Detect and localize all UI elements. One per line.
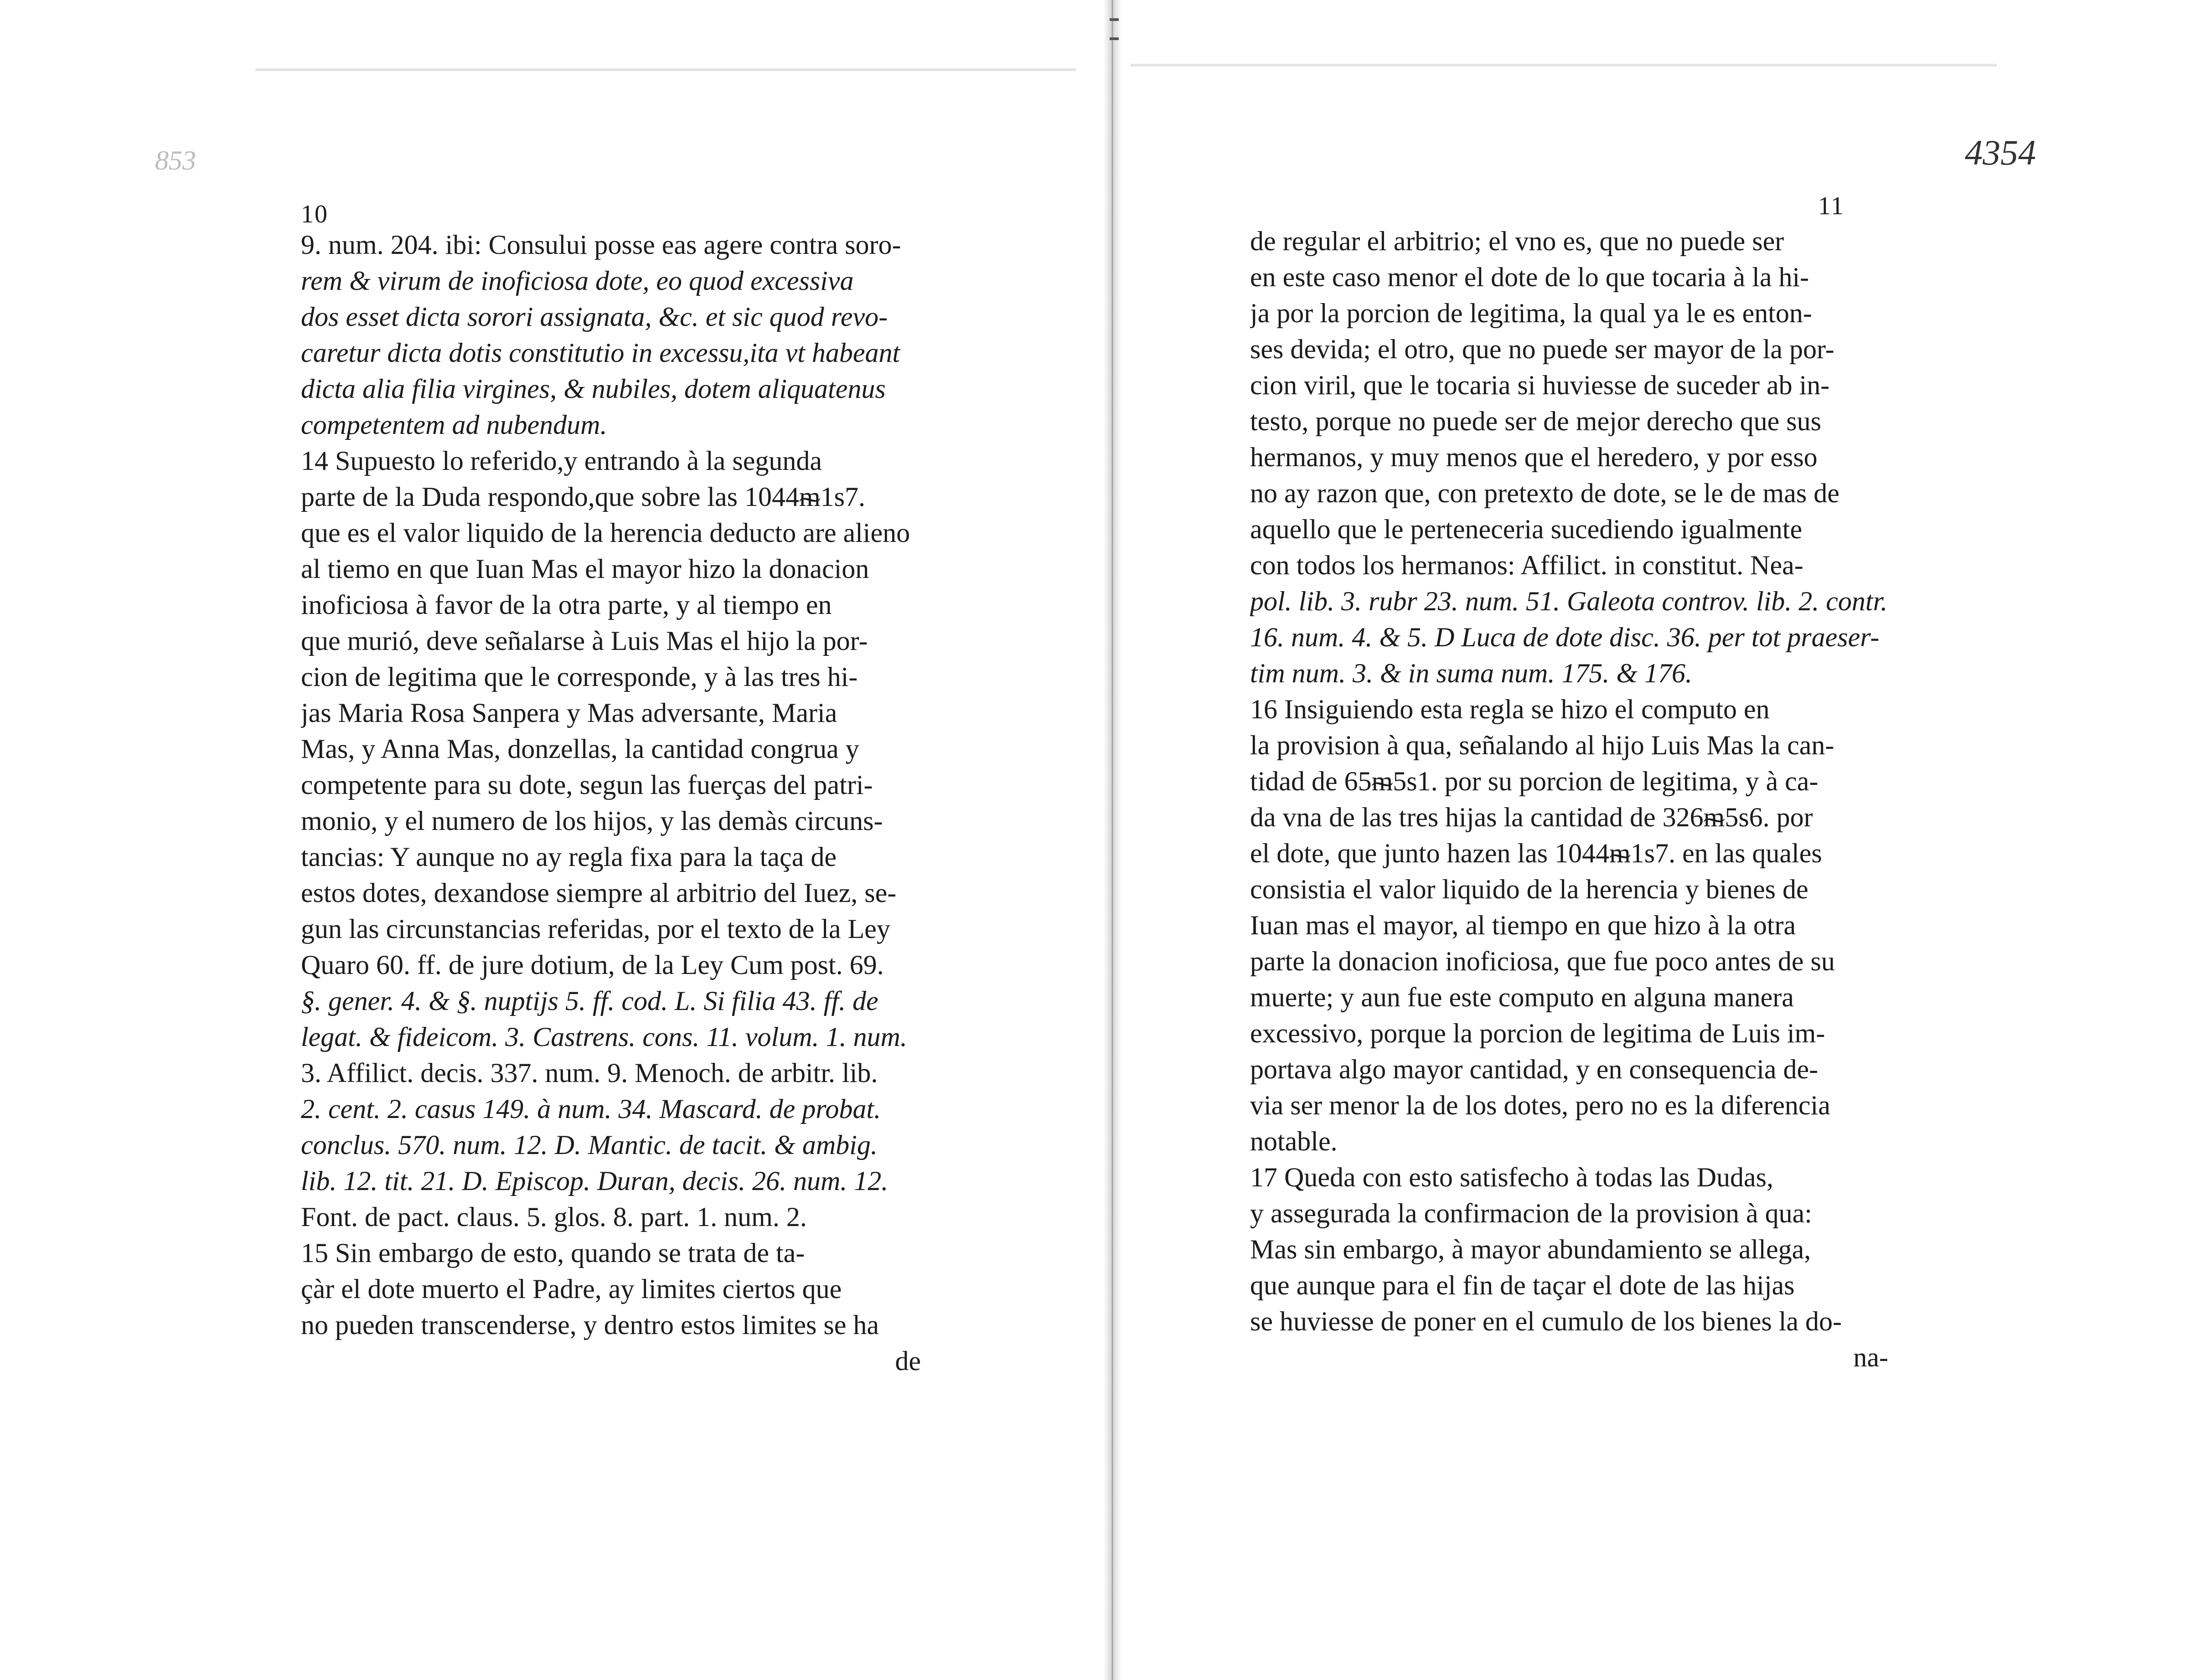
text-line: via ser menor la de los dotes, pero no es la diferencia bbox=[1250, 1090, 1830, 1120]
text-line: jas Maria Rosa Sanpera y Mas adversante, Maria bbox=[301, 698, 837, 728]
text-line: estos dotes, dexandose siempre al arbitrio del Iuez, se- bbox=[301, 878, 897, 908]
left-page-edge bbox=[255, 68, 1076, 71]
text-line: da vna de las tres hijas la cantidad de 326ᵯ5s6. por bbox=[1250, 802, 1813, 832]
text-line: Mas, y Anna Mas, donzellas, la cantidad congrua y bbox=[301, 734, 859, 764]
text-line: notable. bbox=[1250, 1126, 1338, 1156]
text-line: con todos los hermanos: Affilict. in constitut. Nea- bbox=[1250, 550, 1803, 580]
archive-mark-right: 4354 bbox=[1965, 133, 2036, 172]
text-line: cion viril, que le tocaria si huviesse de suceder ab in- bbox=[1250, 370, 1830, 400]
text-line: hermanos, y muy menos que el heredero, y por esso bbox=[1250, 442, 1818, 472]
text-line: 16 Insiguiendo esta regla se hizo el computo en bbox=[1250, 694, 1770, 724]
text-line: que murió, deve señalarse à Luis Mas el hijo la por- bbox=[301, 626, 868, 656]
text-line: cion de legitima que le corresponde, y à las tres hi- bbox=[301, 662, 858, 692]
text-line: inoficiosa à favor de la otra parte, y al tiempo en bbox=[301, 590, 832, 620]
text-line: competentem ad nubendum. bbox=[301, 410, 607, 440]
archive-mark-left: 853 bbox=[155, 145, 196, 175]
folio-left: 10 bbox=[301, 200, 328, 228]
text-line: conclus. 570. num. 12. D. Mantic. de tacit. & ambig. bbox=[301, 1130, 878, 1160]
text-line: 15 Sin embargo de esto, quando se trata de ta- bbox=[301, 1238, 805, 1268]
gutter-mark bbox=[1110, 18, 1119, 21]
text-line: gun las circunstancias referidas, por el texto de la Ley bbox=[301, 914, 890, 944]
text-line: §. gener. 4. & §. nuptijs 5. ff. cod. L. Si filia 43. ff. de bbox=[301, 986, 878, 1016]
text-line: 17 Queda con esto satisfecho à todas las Dudas, bbox=[1250, 1162, 1774, 1192]
text-line: 9. num. 204. ibi: Consului posse eas agere contra soro- bbox=[301, 230, 901, 260]
text-line: tim num. 3. & in suma num. 175. & 176. bbox=[1250, 658, 1693, 688]
text-line: ja por la porcion de legitima, la qual ya le es enton- bbox=[1250, 298, 1812, 328]
text-line: en este caso menor el dote de lo que tocaria à la hi- bbox=[1250, 262, 1809, 292]
text-line: 3. Affilict. decis. 337. num. 9. Menoch. de arbitr. lib. bbox=[301, 1058, 878, 1088]
text-line: lib. 12. tit. 21. D. Episcop. Duran, decis. 26. num. 12. bbox=[301, 1166, 889, 1196]
text-line: excessivo, porque la porcion de legitima de Luis im- bbox=[1250, 1018, 1825, 1048]
text-line: 16. num. 4. & 5. D Luca de dote disc. 36. per tot praeser- bbox=[1250, 622, 1880, 652]
text-line: legat. & fideicom. 3. Castrens. cons. 11. volum. 1. num. bbox=[301, 1022, 907, 1052]
left-page-text bbox=[301, 227, 921, 1379]
right-page-edge bbox=[1131, 64, 1997, 67]
text-line: caretur dicta dotis constitutio in excessu,ita vt habeant bbox=[301, 338, 900, 368]
text-line: rem & virum de inoficiosa dote, eo quod excessiva bbox=[301, 266, 854, 296]
text-line: parte de la Duda respondo,que sobre las 1044ᵯ1s7. bbox=[301, 482, 866, 512]
text-line: competente para su dote, segun las fuerças del patri- bbox=[301, 770, 873, 800]
text-line: y assegurada la confirmacion de la provision à qua: bbox=[1250, 1198, 1812, 1228]
text-line: Iuan mas el mayor, al tiempo en que hizo à la otra bbox=[1250, 910, 1796, 940]
text-line: que aunque para el fin de taçar el dote de las hijas bbox=[1250, 1270, 1795, 1300]
text-line: tancias: Y aunque no ay regla fixa para la taça de bbox=[301, 842, 837, 872]
text-line: dicta alia filia virgines, & nubiles, dotem aliquatenus bbox=[301, 374, 886, 404]
text-line: Mas sin embargo, à mayor abundamiento se allega, bbox=[1250, 1234, 1811, 1264]
text-line: parte la donacion inoficiosa, que fue poco antes de su bbox=[1250, 946, 1835, 976]
text-line: la provision à qua, señalando al hijo Luis Mas la can- bbox=[1250, 730, 1834, 760]
text-line: no ay razon que, con pretexto de dote, se le de mas de bbox=[1250, 478, 1839, 508]
text-line: tidad de 65ᵯ5s1. por su porcion de legitima, y à ca- bbox=[1250, 766, 1819, 796]
text-line: monio, y el numero de los hijos, y las demàs circuns- bbox=[301, 806, 883, 836]
text-line: çàr el dote muerto el Padre, ay limites ciertos que bbox=[301, 1274, 842, 1304]
text-line: se huviesse de poner en el cumulo de los bienes la do- bbox=[1250, 1306, 1842, 1336]
text-line: no pueden transcenderse, y dentro estos limites se ha bbox=[301, 1310, 879, 1340]
text-line: de regular el arbitrio; el vno es, que no puede ser bbox=[1250, 226, 1784, 256]
text-line: Font. de pact. claus. 5. glos. 8. part. 1. num. 2. bbox=[301, 1202, 807, 1232]
catchword-right: na- bbox=[1853, 1342, 1888, 1372]
right-page-text bbox=[1250, 223, 1888, 1376]
text-line: portava algo mayor cantidad, y en consequencia de- bbox=[1250, 1054, 1819, 1084]
text-line: Quaro 60. ff. de jure dotium, de la Ley Cum post. 69. bbox=[301, 950, 884, 980]
text-line: muerte; y aun fue este computo en alguna manera bbox=[1250, 982, 1794, 1012]
text-line: testo, porque no puede ser de mejor derecho que sus bbox=[1250, 406, 1821, 436]
text-line: el dote, que junto hazen las 1044ᵯ1s7. en las quales bbox=[1250, 838, 1822, 868]
text-line: aquello que le perteneceria sucediendo igualmente bbox=[1250, 514, 1803, 544]
text-line: que es el valor liquido de la herencia deducto are alieno bbox=[301, 518, 910, 548]
text-line: al tiemo en que Iuan Mas el mayor hizo la donacion bbox=[301, 554, 869, 584]
text-line: 2. cent. 2. casus 149. à num. 34. Mascard. de probat. bbox=[301, 1094, 881, 1124]
text-line: 14 Supuesto lo referido,y entrando à la segunda bbox=[301, 446, 822, 476]
text-line: pol. lib. 3. rubr 23. num. 51. Galeota controv. lib. 2. contr. bbox=[1250, 586, 1888, 616]
folio-right: 11 bbox=[1818, 192, 1844, 220]
text-line: consistia el valor liquido de la herencia y bienes de bbox=[1250, 874, 1808, 904]
text-line: dos esset dicta sorori assignata, &c. et sic quod revo- bbox=[301, 302, 888, 332]
gutter-mark bbox=[1110, 37, 1119, 40]
text-line: ses devida; el otro, que no puede ser mayor de la por- bbox=[1250, 334, 1834, 364]
catchword-left: de bbox=[895, 1346, 921, 1376]
gutter-shadow bbox=[1103, 0, 1121, 1680]
